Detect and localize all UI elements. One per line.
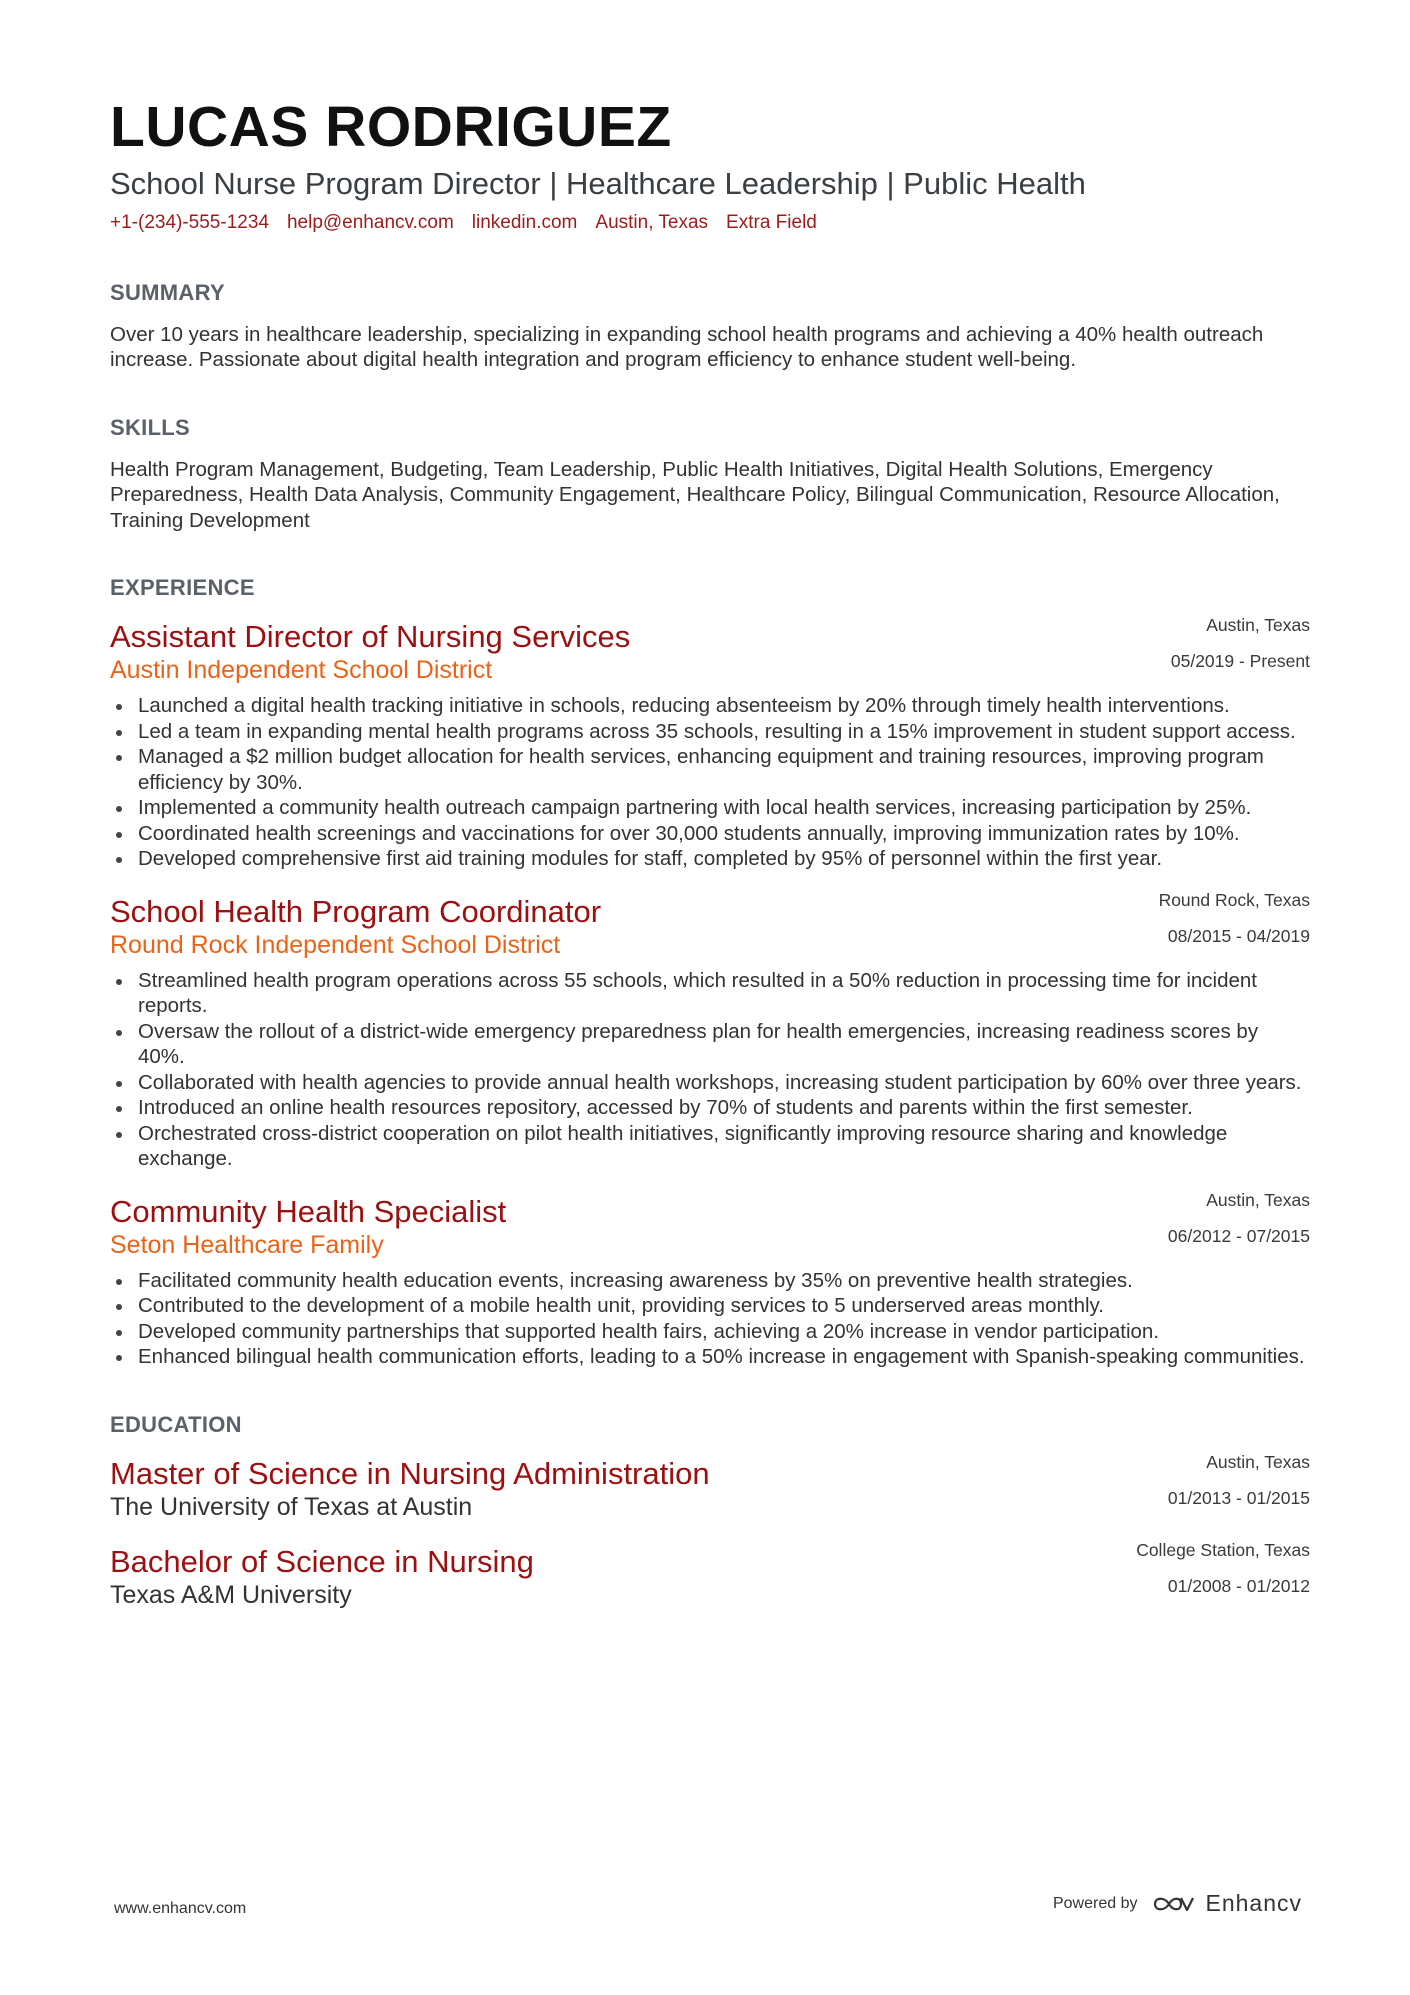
education-entry-header	[110, 1539, 1310, 1610]
job-bullets	[110, 693, 1310, 872]
bullet-item: Managed a $2 million budget allocation for health services, enhancing equipment and training resources, improving program efficiency by 30%.	[110, 744, 1308, 795]
job-dates: 08/2015 - 04/2019	[1167, 925, 1310, 946]
experience-entry-header	[110, 889, 1310, 960]
footer-branding	[1053, 1890, 1302, 1917]
contact-linkedin[interactable]: linkedin.com	[471, 211, 578, 233]
enhancv-logo-icon	[1151, 1892, 1197, 1916]
brand-name: Enhancv	[1205, 1890, 1302, 1916]
job-title: Community Health Specialist	[110, 1193, 507, 1229]
bullet-item: Streamlined health program operations across 55 schools, which resulted in a 50% reduction in processing time for incident reports.	[110, 968, 1308, 1019]
job-organization: Austin Independent School District	[110, 656, 493, 685]
contact-extra: Extra Field	[726, 211, 817, 233]
job-dates: 05/2019 - Present	[1170, 651, 1310, 672]
job-bullets	[110, 968, 1310, 1172]
experience-entry	[110, 1189, 1310, 1370]
education-dates: 01/2008 - 01/2012	[1167, 1575, 1310, 1596]
job-bullets	[110, 1268, 1310, 1370]
bullet-item: Facilitated community health education events, increasing awareness by 35% on preventive health strategies.	[110, 1268, 1308, 1294]
powered-by-label: Powered by	[1052, 1894, 1138, 1912]
job-location: Austin, Texas	[1206, 615, 1310, 636]
skills-section	[110, 415, 1310, 534]
experience-entry	[110, 889, 1310, 1172]
bullet-item: Oversaw the rollout of a district-wide emergency preparedness plan for health emergencies, increasing readiness scores by 40%.	[110, 1019, 1308, 1070]
bullet-item: Introduced an online health resources repository, accessed by 70% of students and parents within the first semester.	[110, 1095, 1308, 1121]
resume-page	[110, 96, 1310, 1632]
education-title: EDUCATION	[110, 1411, 242, 1437]
job-dates: 06/2012 - 07/2015	[1167, 1225, 1310, 1246]
bullet-item: Implemented a community health outreach campaign partnering with local health services, increasing participation by 25%.	[110, 795, 1308, 821]
education-entry-header	[110, 1451, 1310, 1522]
job-organization: Seton Healthcare Family	[110, 1230, 384, 1259]
job-location: Round Rock, Texas	[1158, 889, 1310, 910]
bullet-item: Enhanced bilingual health communication efforts, leading to a 50% increase in engagement with Spanish-speaking communities.	[110, 1344, 1308, 1370]
experience-entry	[110, 615, 1310, 872]
experience-entry-header	[110, 615, 1310, 685]
bullet-item: Orchestrated cross-district cooperation on pilot health initiatives, significantly improving resource sharing and knowledge exchange.	[110, 1121, 1308, 1172]
summary-text: Over 10 years in healthcare leadership, specializing in expanding school health programs and achieving a 40% health outreach increase. Passionate about digital health integration and program efficiency to enhance student well-being.	[110, 322, 1264, 372]
job-organization: Round Rock Independent School District	[110, 930, 561, 959]
bullet-item: Coordinated health screenings and vaccinations for over 30,000 students annually, improving immunization rates by 10%.	[110, 821, 1308, 847]
experience-title: EXPERIENCE	[110, 575, 255, 601]
contact-row	[110, 212, 1310, 234]
contact-email[interactable]: help@enhancv.com	[286, 211, 454, 233]
job-location: Austin, Texas	[1206, 1189, 1310, 1210]
contact-location: Austin, Texas	[595, 211, 709, 233]
experience-entry-header	[110, 1189, 1310, 1260]
school-name: Texas A&M University	[110, 1580, 352, 1609]
bullet-item: Contributed to the development of a mobile health unit, providing services to 5 underserved areas monthly.	[110, 1293, 1308, 1319]
education-entry	[110, 1451, 1310, 1522]
skills-title: SKILLS	[110, 414, 191, 440]
school-name: The University of Texas at Austin	[110, 1492, 473, 1521]
summary-title: SUMMARY	[110, 279, 225, 305]
job-title: Assistant Director of Nursing Services	[110, 619, 631, 655]
contact-phone[interactable]: +1-(234)-555-1234	[110, 211, 269, 233]
bullet-item: Collaborated with health agencies to provide annual health workshops, increasing student participation by 60% over three years.	[110, 1070, 1308, 1096]
bullet-item: Developed comprehensive first aid training modules for staff, completed by 95% of personnel within the first year.	[110, 846, 1308, 872]
skills-text: Health Program Management, Budgeting, Team Leadership, Public Health Initiatives, Digital Health Solutions, Emergency Preparedness, Health Data Analysis, Community Engagement, Healthcare Policy, Bilingual Communication, Resource Allocation, Training Development	[110, 457, 1280, 532]
education-dates: 01/2013 - 01/2015	[1167, 1487, 1310, 1508]
school-location: Austin, Texas	[1206, 1451, 1310, 1472]
education-entry	[110, 1539, 1310, 1610]
degree-title: Bachelor of Science in Nursing	[110, 1543, 534, 1579]
candidate-headline: School Nurse Program Director | Healthcare Leadership | Public Health	[110, 165, 1086, 201]
experience-section	[110, 575, 1310, 1370]
bullet-item: Developed community partnerships that supported health fairs, achieving a 20% increase in vendor participation.	[110, 1319, 1308, 1345]
footer-website[interactable]: www.enhancv.com	[114, 1900, 247, 1917]
education-section	[110, 1412, 1310, 1610]
school-location: College Station, Texas	[1136, 1539, 1310, 1560]
brand-link[interactable]	[1151, 1890, 1302, 1917]
bullet-item: Led a team in expanding mental health programs across 35 schools, resulting in a 15% improvement in student support access.	[110, 719, 1308, 745]
bullet-item: Launched a digital health tracking initiative in schools, reducing absenteeism by 20% through timely health interventions.	[110, 693, 1308, 719]
job-title: School Health Program Coordinator	[110, 893, 602, 929]
candidate-name: LUCAS RODRIGUEZ	[110, 95, 672, 159]
summary-section	[110, 280, 1310, 373]
degree-title: Master of Science in Nursing Administration	[110, 1455, 710, 1491]
